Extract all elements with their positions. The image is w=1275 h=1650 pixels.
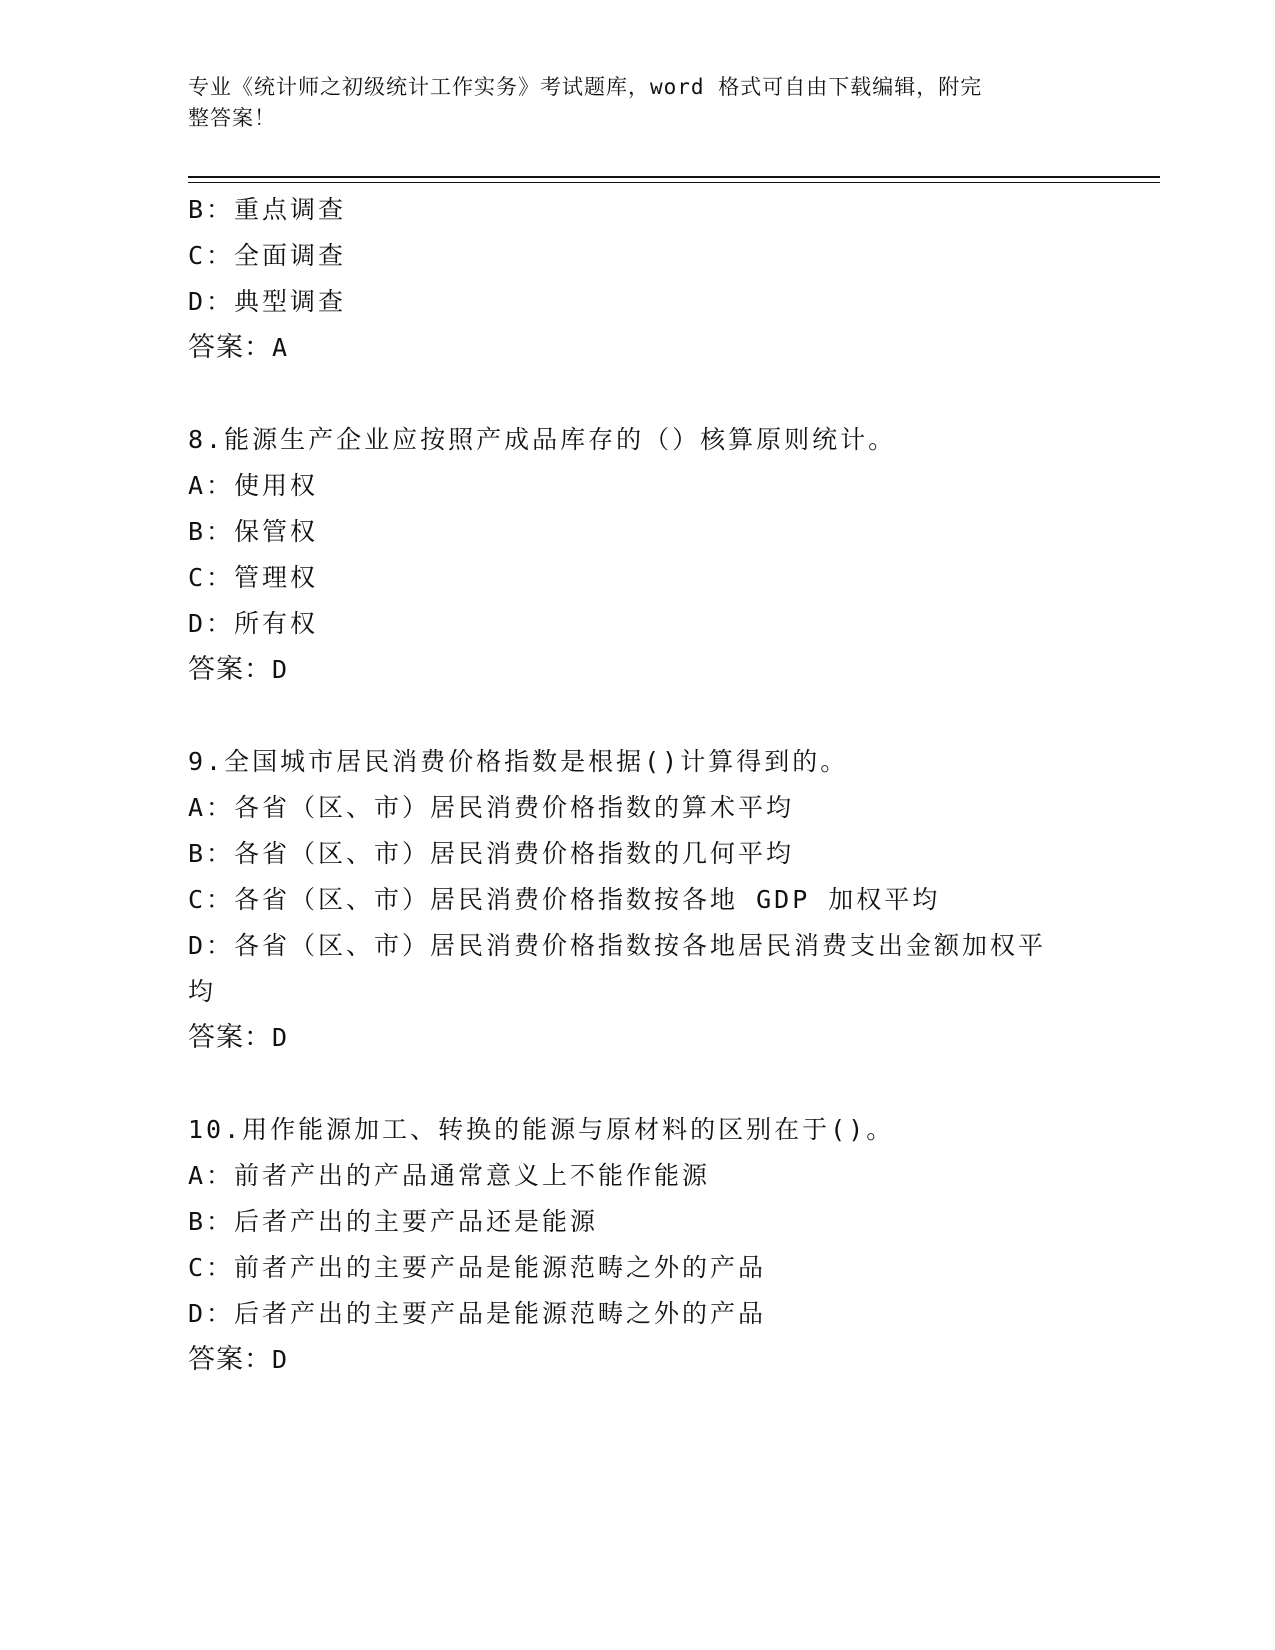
option-c: C：各省（区、市）居民消费价格指数按各地 GDP 加权平均 — [188, 885, 941, 914]
question-9 — [188, 739, 1088, 1061]
answer-label: 答案： — [188, 332, 272, 363]
answer-label: 答案： — [188, 1022, 272, 1053]
option-a: A：前者产出的产品通常意义上不能作能源 — [188, 1161, 711, 1190]
option-b: B：各省（区、市）居民消费价格指数的几何平均 — [188, 839, 795, 868]
answer-value: D — [272, 1345, 289, 1374]
option-c: C：全面调查 — [188, 241, 347, 270]
answer-value: D — [272, 1023, 289, 1052]
option-d: D：后者产出的主要产品是能源范畴之外的产品 — [188, 1299, 767, 1328]
header-divider-thin — [188, 182, 1160, 183]
question-stem: 9.全国城市居民消费价格指数是根据()计算得到的。 — [188, 747, 849, 776]
answer-label: 答案： — [188, 654, 272, 685]
document-header — [188, 72, 1068, 134]
option-b: B：重点调查 — [188, 195, 347, 224]
option-d-continuation: 均 — [188, 977, 217, 1006]
header-divider-thick — [188, 176, 1160, 178]
answer-line — [188, 1337, 1088, 1383]
option-d: D：各省（区、市）居民消费价格指数按各地居民消费支出金额加权平 — [188, 931, 1047, 960]
option-d: D：所有权 — [188, 609, 319, 638]
question-stem: 10.用作能源加工、转换的能源与原材料的区别在于()。 — [188, 1115, 895, 1144]
answer-value: D — [272, 655, 289, 684]
question-stem: 8.能源生产企业应按照产成品库存的（）核算原则统计。 — [188, 425, 897, 454]
answer-line — [188, 1015, 1088, 1061]
answer-line — [188, 647, 1088, 693]
option-b: B：后者产出的主要产品还是能源 — [188, 1207, 599, 1236]
question-7-continuation — [188, 187, 1088, 371]
answer-label: 答案： — [188, 1344, 272, 1375]
question-list — [188, 187, 1088, 1383]
answer-value: A — [272, 333, 289, 362]
header-line-2: 整答案！ — [188, 106, 276, 130]
question-8 — [188, 417, 1088, 693]
option-a: A：各省（区、市）居民消费价格指数的算术平均 — [188, 793, 795, 822]
option-b: B：保管权 — [188, 517, 319, 546]
option-a: A：使用权 — [188, 471, 319, 500]
option-c: C：前者产出的主要产品是能源范畴之外的产品 — [188, 1253, 767, 1282]
header-line-1: 专业《统计师之初级统计工作实务》考试题库，word 格式可自由下载编辑，附完 — [188, 75, 983, 99]
option-c: C：管理权 — [188, 563, 319, 592]
answer-line — [188, 325, 1088, 371]
question-10 — [188, 1107, 1088, 1383]
option-d: D：典型调查 — [188, 287, 347, 316]
